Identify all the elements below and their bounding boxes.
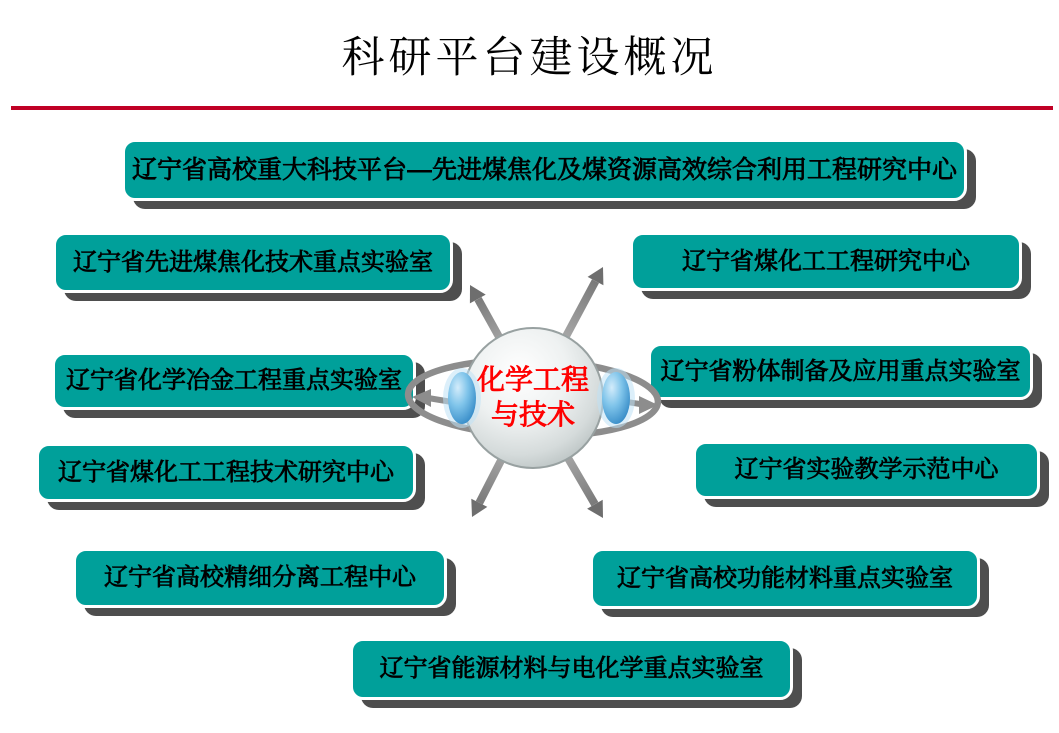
platform-box-4 [52,352,416,410]
platform-label-10: 辽宁省能源材料与电化学重点实验室 [379,655,764,682]
platform-box-1 [122,139,967,201]
platform-label-1: 辽宁省高校重大科技平台—先进煤焦化及煤资源高效综合利用工程研究中心 [131,155,957,184]
platform-box-8 [73,548,447,608]
platform-box-5 [648,343,1033,400]
platform-label-2: 辽宁省先进煤焦化技术重点实验室 [73,248,433,276]
hub-label-line2: 与技术 [490,399,575,430]
platform-label-4: 辽宁省化学冶金工程重点实验室 [66,367,402,394]
platform-label-3: 辽宁省煤化工工程研究中心 [682,247,970,275]
platform-box-7 [693,441,1040,499]
slide-title: 科研平台建设概况 [341,34,718,82]
platform-label-7: 辽宁省实验教学示范中心 [734,456,999,483]
platform-box-6 [36,443,416,502]
hub-label [453,362,613,432]
platform-label-8: 辽宁省高校精细分离工程中心 [104,564,416,591]
platform-label-6: 辽宁省煤化工工程技术研究中心 [58,458,394,486]
platform-label-5: 辽宁省粉体制备及应用重点实验室 [660,357,1021,385]
hub-label-line1: 化学工程 [476,364,589,395]
platform-box-9 [590,548,980,609]
platform-box-10 [350,638,793,700]
title-divider [11,106,1053,110]
platform-label-9: 辽宁省高校功能材料重点实验室 [617,564,953,592]
